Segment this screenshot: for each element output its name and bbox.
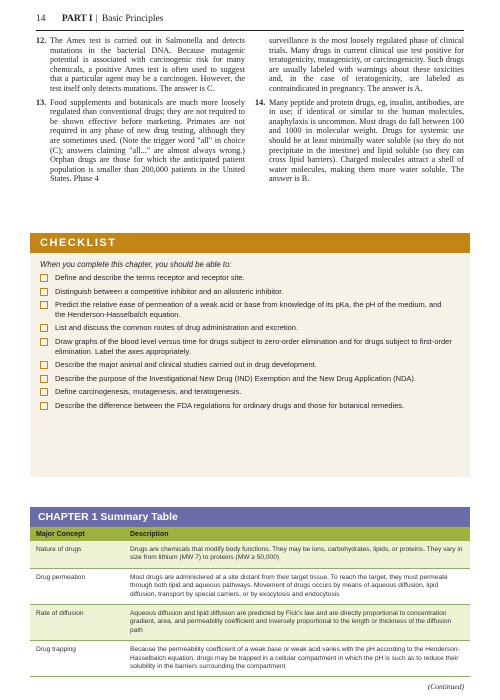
answers-right-column (255, 36, 464, 188)
checklist-item (40, 374, 452, 384)
checkbox-icon (40, 375, 48, 383)
checklist-box (30, 233, 470, 477)
running-header: 14 PART I | Basic Principles (36, 14, 164, 24)
checklist-title-bar (30, 233, 470, 253)
checklist-intro: When you complete this chapter, you should be able to: (40, 260, 232, 269)
checklist-item (40, 273, 452, 283)
checkbox-icon (40, 402, 48, 410)
checklist-item-text: Define carcinogenesis, mutagenesis, and teratogenesis. (55, 387, 242, 397)
checklist-item (40, 360, 452, 370)
continued-label: (Continued) (427, 682, 464, 691)
checkbox-icon (40, 361, 48, 369)
concept-cell: Nature of drugs (36, 546, 82, 553)
answer-item (255, 36, 464, 94)
answer-text: Many peptide and protein drugs, eg, insulin, antibodies, are in use; if identical or similar to the human molecules, anaphylaxis is uncommon. Most drugs do fall between 100 and 1000 in molecular weight. Drugs for systemic use should be at least minimally water soluble (so they do not precipitate in the intestine) and lipid soluble (so they can cross lipid barriers). Charged molecules attract a shell of water molecules, making them more water soluble. The answer is B. (269, 97, 464, 184)
checklist-item-text: Distinguish between a competitive inhibitor and an allosteric inhibitor. (55, 286, 284, 296)
answer-item (255, 98, 464, 184)
answer-text: surveillance is the most loosely regulated phase of clinical trials. Many drugs in current clinical use test positive for teratogenicity, mutagenicity, or carcinogenicity. Such drugs are usually labeled with warnings about these toxicities and, in the case of teratogenicity, are labeled as contraindicated in pregnancy. The answer is A. (269, 36, 464, 93)
checklist-item (40, 337, 452, 356)
answer-explanations (36, 36, 464, 188)
answer-text: Food supplements and botanicals are much more loosely regulated than conventional drugs; they are not required to be shown effective before marketing. Primates are not required in any phase of new drug testing, although they are sometimes used. (Note the trigger word "all" in choice (C); answers claiming "all..." are almost always wrong.) Orphan drugs are those for which the anticipated patient population is smaller than 200,000 patients in the United States. Phase 4 (50, 97, 245, 184)
checkbox-icon (40, 274, 48, 282)
answer-text: The Ames test is carried out in Salmonella and detects mutations in the bacterial DNA. Because mutagenic potential is associated with carcinogenic risk for many chemicals, a positive Ames test is often used to suggest that a particular agent may be a carcinogen. However, the test itself only detects mutations. The answer is C. (50, 36, 245, 93)
concept-cell: Drug permeation (36, 573, 86, 581)
checkbox-icon (40, 388, 48, 396)
table-row (30, 641, 470, 677)
table-row (30, 569, 470, 605)
column-header-description: Description (130, 530, 169, 538)
section-label: Basic Principles (101, 14, 164, 24)
page-number: 14 (36, 14, 46, 24)
summary-header-row (30, 527, 470, 541)
checklist-item (40, 401, 452, 411)
header-rule (36, 30, 464, 31)
table-row (30, 605, 470, 641)
answer-number: 12. (36, 36, 47, 45)
concept-cell: Drug trapping (36, 646, 76, 654)
description-cell: Most drugs are administered at a site distant from their target tissue. To reach the target, they must permeate through both lipid and aqueous pathways. Movement of drugs occurs by means of aqueous diffusion, lipid diffusion, transport by special carriers, or by exocytosis and endocytosis (130, 573, 448, 598)
checklist-item-text: Draw graphs of the blood level versus time for drugs subject to zero-order elimination and for drugs subject to first-order elimination. Label the axes appropriately. (55, 336, 452, 356)
summary-body (30, 541, 470, 677)
summary-title-bar (30, 507, 470, 527)
answer-item (36, 36, 245, 94)
answer-number (255, 36, 269, 94)
checklist-item-text: Describe the major animal and clinical studies carried out in drug development. (55, 360, 317, 370)
column-header-concept: Major Concept (36, 530, 85, 538)
checklist-item-text: Predict the relative ease of permeation of a weak acid or base from knowledge of its pKa, the pH of the medium, and the Henderson-Hasselbalch equation. (55, 300, 442, 319)
description-cell: Drugs are chemicals that modify body functions. They may be ions, carbohydrates, lipids, or proteins. They vary in size from lithium (MW 7) to proteins (MW ≥ 50,000) (130, 546, 463, 562)
checklist-item (40, 300, 452, 319)
checklist-item (40, 287, 452, 297)
summary-title: CHAPTER 1 Summary Table (38, 511, 178, 523)
description-cell: Because the permeability coefficient of a weak base or weak acid varies with the pH according to the Henderson-Hasselbalch equation, drugs may be trapped in a cellular compartment in which the pH is such as to reduce their solubility in the barriers surrounding the compartment (130, 646, 460, 671)
checklist-item (40, 387, 452, 397)
concept-cell: Rate of diffusion (36, 610, 84, 618)
answer-number: 13. (36, 97, 47, 107)
checkbox-icon (40, 338, 48, 346)
answer-item (36, 98, 245, 184)
checkbox-icon (40, 324, 48, 332)
summary-table (30, 507, 470, 677)
checklist-item-text: Describe the difference between the FDA regulations for ordinary drugs and those for botanical remedies. (55, 400, 405, 410)
checklist-items (30, 273, 470, 411)
checklist-item (40, 323, 452, 333)
answer-number: 14. (255, 97, 266, 107)
checklist-item-text: List and discuss the common routes of drug administration and excretion. (55, 323, 299, 333)
checklist-item-text: Define and describe the terms receptor and receptor site. (55, 273, 245, 282)
checkbox-icon (40, 288, 48, 296)
part-label: PART I (61, 14, 93, 24)
table-row (30, 541, 470, 569)
checklist-item-text: Describe the purpose of the Investigational New Drug (IND) Exemption and the New Drug Application (NDA). (55, 373, 417, 383)
description-cell: Aqueous diffusion and lipid diffusion are predicted by Fick's law and are directly proportional to concentration gradient, area, and permeability coefficient and inversely proportional to the length or thickness of the diffusion path (130, 610, 452, 634)
checkbox-icon (40, 301, 48, 309)
checklist-title: CHECKLIST (40, 237, 117, 249)
answers-left-column (36, 36, 245, 188)
